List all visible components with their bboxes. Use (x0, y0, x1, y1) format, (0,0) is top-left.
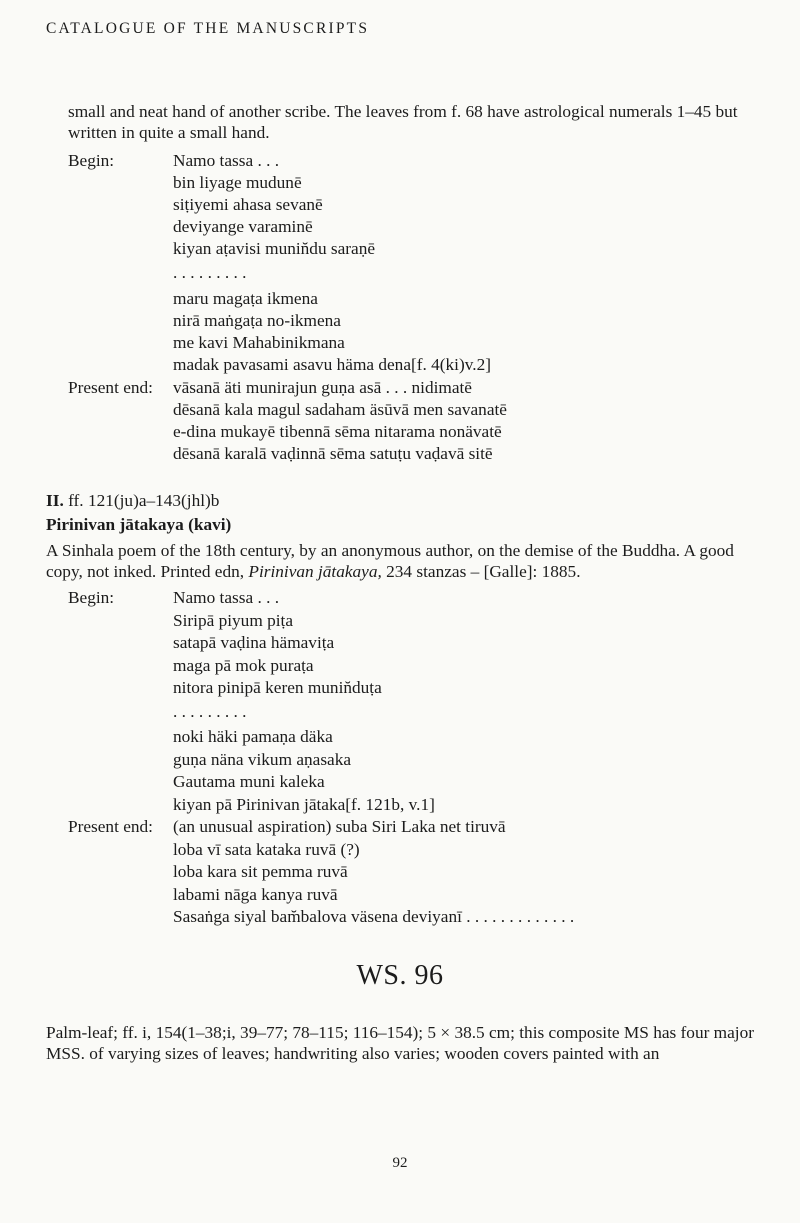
verse-line: vāsanā äti munirajun guṇa asā . . . nidimatē (173, 378, 472, 397)
verse-line: me kavi Mahabinikmana (173, 333, 345, 352)
section-numeral: II. (46, 491, 64, 510)
verse-line: Siripā piyum piṭa (173, 611, 293, 630)
verse-line: labami nāga kanya ruvā (173, 885, 338, 904)
running-head: CATALOGUE OF THE MANUSCRIPTS (46, 20, 370, 37)
verse-line: deviyange varaminē (173, 217, 313, 236)
verse-line: guṇa näna vikum aṇasaka (173, 750, 352, 769)
verse-line: Gautama muni kaleka (173, 772, 325, 791)
present-end-label: Present end: (68, 817, 153, 836)
verse-line: siṭiyemi ahasa sevanē (173, 195, 323, 214)
verse-line: (an unusual aspiration) suba Siri Laka net tiruvā (173, 817, 506, 836)
begin-label: Begin: (68, 151, 115, 170)
verse-line: bin liyage mudunē (173, 173, 302, 192)
description-text: A Sinhala poem of the 18th century, by an anonymous author, on the demise of the Buddha. A good copy, not inked. Printed edn, (46, 541, 734, 581)
ellipsis-line: . . . . . . . . . (173, 263, 247, 282)
verse-line: maru magaṭa ikmena (173, 289, 318, 308)
description-text: 234 stanzas – [Galle]: 1885. (381, 562, 581, 581)
edition-title: Pirinivan jātakaya, (248, 562, 382, 581)
verse-line: satapā vaḍina hämaviṭa (173, 633, 335, 652)
verse-line: Namo tassa . . . (173, 588, 280, 607)
verse-line: nitora pinipā keren munin̆duṭa (173, 678, 382, 697)
verse-line: kiyan pā Pirinivan jātaka[f. 121b, v.1] (173, 795, 435, 814)
verse-line: dēsanā kala magul sadaham äsūvā men savanatē (173, 400, 507, 419)
verse-line: nirā maṅgaṭa no-ikmena (173, 311, 341, 330)
page-number: 92 (392, 1155, 408, 1171)
verse-line: Namo tassa . . . (173, 151, 280, 170)
verse-line: dēsanā karalā vaḍinnā sēma satuṭu vaḍavā sitē (173, 444, 493, 463)
verse-line: loba vī sata kataka ruvā (?) (173, 840, 360, 859)
work-title: Pirinivan jātakaya (kavi) (46, 515, 232, 534)
work-description (46, 540, 758, 582)
present-end-label: Present end: (68, 378, 153, 397)
intro-paragraph: small and neat hand of another scribe. The leaves from f. 68 have astrological numerals 1–45 but written in quite a small hand. (68, 102, 738, 142)
manuscript-description: Palm-leaf; ff. i, 154(1–38;i, 39–77; 78–115; 116–154); 5 × 38.5 cm; this composite MS has four major MSS. of varying sizes of leaves; handwriting also varies; wooden covers painted with an (46, 1023, 754, 1063)
begin-label: Begin: (68, 588, 115, 607)
verse-line: Sasaṅga siyal bam̆balova väsena deviyanī . . . . . . . . . . . . . (173, 907, 575, 926)
verse-line: maga pā mok puraṭa (173, 656, 314, 675)
section-folios: ff. 121(ju)a–143(jhl)b (68, 491, 220, 510)
verse-line: madak pavasami asavu häma dena[f. 4(ki)v.2] (173, 355, 491, 374)
manuscript-heading: WS. 96 (356, 960, 444, 991)
verse-line: noki häki pamaṇa däka (173, 727, 333, 746)
ellipsis-line: . . . . . . . . . (173, 702, 247, 721)
verse-line: kiyan aṭavisi munin̆du saraṇē (173, 239, 376, 258)
section-heading (46, 490, 219, 511)
verse-line: e-dina mukayē tibennā sēma nitarama nonävatē (173, 422, 502, 441)
verse-line: loba kara sit pemma ruvā (173, 862, 348, 881)
